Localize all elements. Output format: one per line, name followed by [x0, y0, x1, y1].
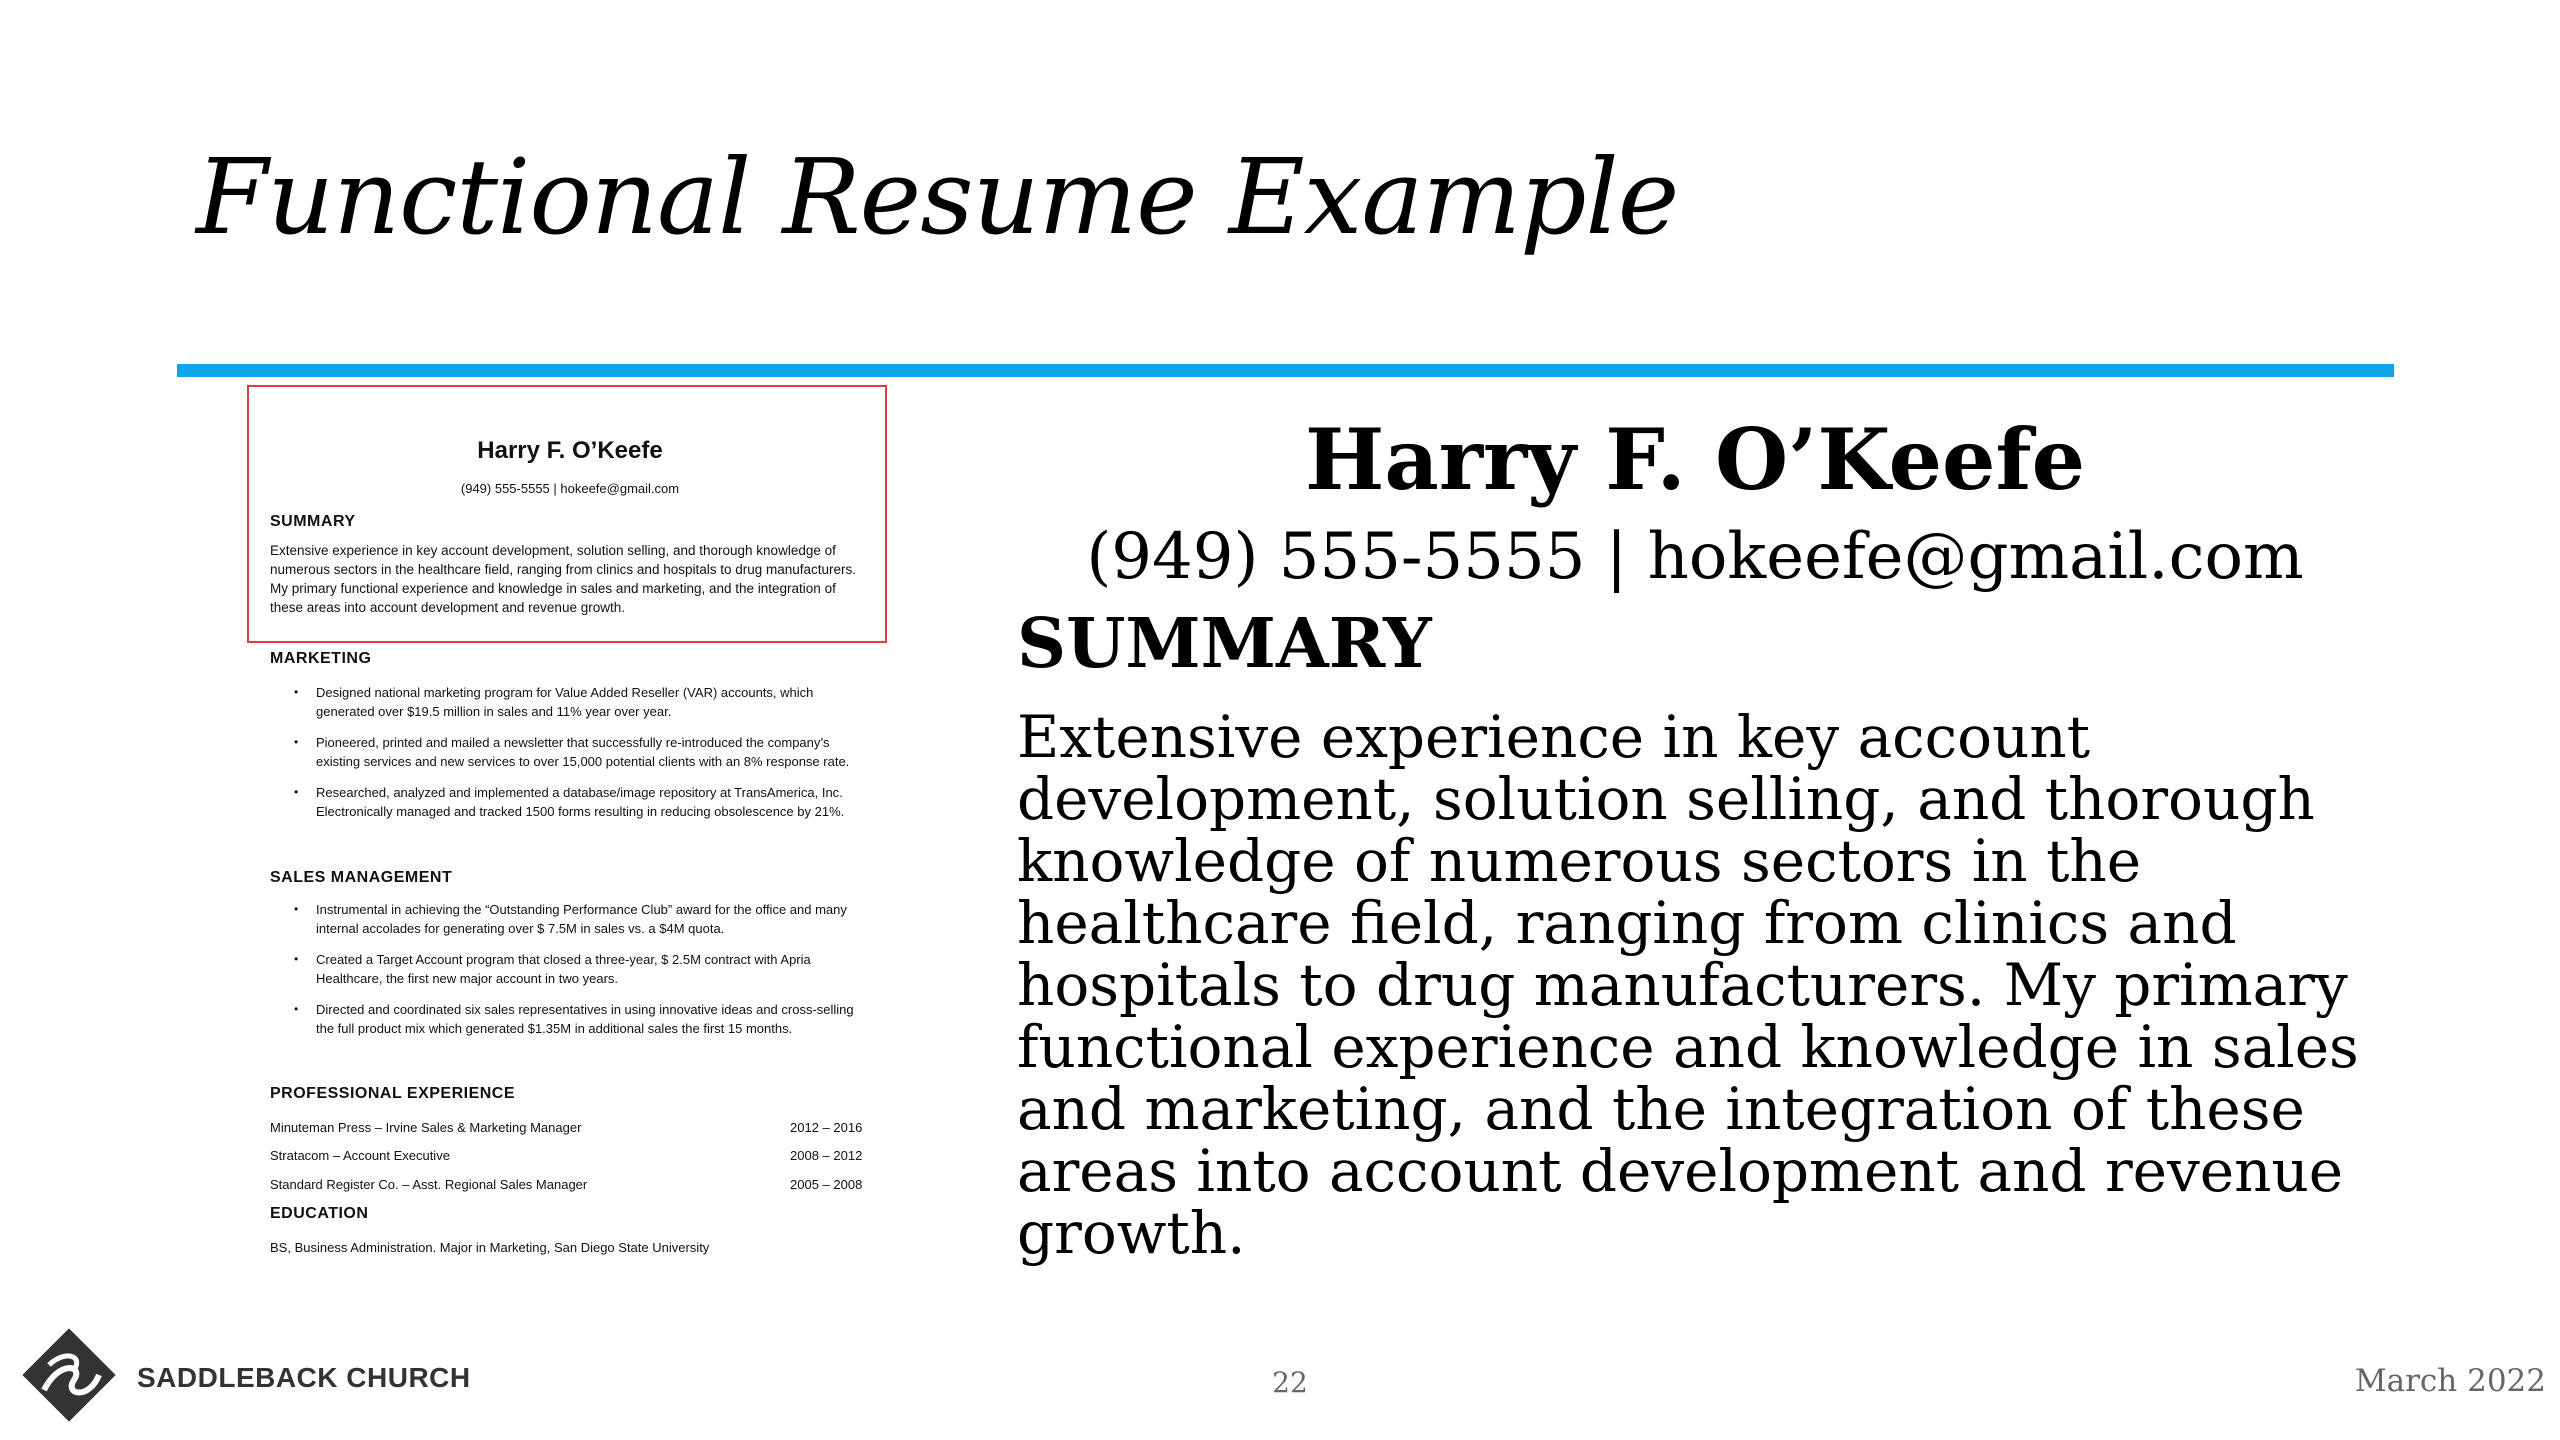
resume-experience-heading: PROFESSIONAL EXPERIENCE: [270, 1085, 516, 1102]
zoom-summary-text: Extensive experience in key account development, solution selling, and thorough knowledge of numerous sectors in the healthcare field, ranging from clinics and hospitals to drug manufacturers. My primary functional experience and knowledge in sales and marketing, and the integration of these areas into account development and revenue growth.: [1017, 703, 2359, 1267]
title-divider: [177, 364, 2394, 377]
list-item: • Designed national marketing program for Value Added Reseller (VAR) accounts, which generated over $19.5 million in sales and 11% year over year.: [294, 683, 872, 721]
job-dates: 2005 – 2008: [790, 1177, 863, 1192]
slide-date: March 2022: [2354, 1363, 2546, 1399]
resume-sales-heading: SALES MANAGEMENT: [270, 869, 453, 886]
zoom-summary-heading: SUMMARY: [1017, 604, 1432, 684]
slide-title: Functional Resume Example: [196, 136, 1679, 258]
resume-thumbnail: [260, 385, 900, 1265]
list-item: • Directed and coordinated six sales representatives in using innovative ideas and cross-selling the full product mix which generated $1.35M in additional sales the first 15 months.: [294, 1000, 872, 1038]
job-row: [270, 1177, 870, 1192]
marketing-list: [294, 683, 872, 833]
resume-marketing-heading: MARKETING: [270, 650, 372, 667]
page-number: 22: [1272, 1366, 1308, 1399]
resume-contact: (949) 555-5555 | hokeefe@gmail.com: [460, 481, 680, 496]
saddleback-logo-icon: [14, 1320, 124, 1430]
job-title: Standard Register Co. – Asst. Regional Sales Manager: [270, 1177, 588, 1192]
list-item: • Instrumental in achieving the “Outstanding Performance Club” award for the office and many internal accolades for generating over $ 7.5M in sales vs. a $4M quota.: [294, 900, 872, 938]
sales-list: [294, 900, 872, 1050]
job-title: Minuteman Press – Irvine Sales & Marketing Manager: [270, 1120, 582, 1135]
zoom-name: Harry F. O’Keefe: [1304, 410, 2086, 509]
job-title: Stratacom – Account Executive: [270, 1148, 450, 1163]
organization-name: SADDLEBACK CHURCH: [137, 1362, 471, 1393]
job-dates: 2008 – 2012: [790, 1148, 863, 1163]
job-row: [270, 1148, 870, 1163]
list-item: • Pioneered, printed and mailed a newsletter that successfully re-introduced the company’s existing services and new services to over 15,000 potential clients with an 8% response rate.: [294, 733, 872, 771]
resume-name: Harry F. O’Keefe: [477, 437, 663, 464]
resume-summary-heading: SUMMARY: [270, 513, 356, 530]
list-item: • Researched, analyzed and implemented a database/image repository at TransAmerica, Inc. Electronically managed and tracked 1500 forms resulting in reducing obsolescence by 21%.: [294, 783, 872, 821]
zoom-contact: (949) 555-5555 | hokeefe@gmail.com: [1086, 520, 2304, 594]
resume-summary: Extensive experience in key account development, solution selling, and thorough knowledge of numerous sectors in the healthcare field, ranging from clinics and hospitals to drug manufacturers. My primary functional experience and knowledge in sales and marketing, and the integration of these areas into account development and revenue growth.: [270, 543, 857, 615]
job-dates: 2012 – 2016: [790, 1120, 863, 1135]
resume-education-heading: EDUCATION: [270, 1205, 369, 1222]
resume-education: BS, Business Administration. Major in Marketing, San Diego State University: [270, 1240, 710, 1255]
list-item: • Created a Target Account program that closed a three-year, $ 2.5M contract with Apria Healthcare, the first new major account in two years.: [294, 950, 872, 988]
job-row: [270, 1120, 870, 1135]
